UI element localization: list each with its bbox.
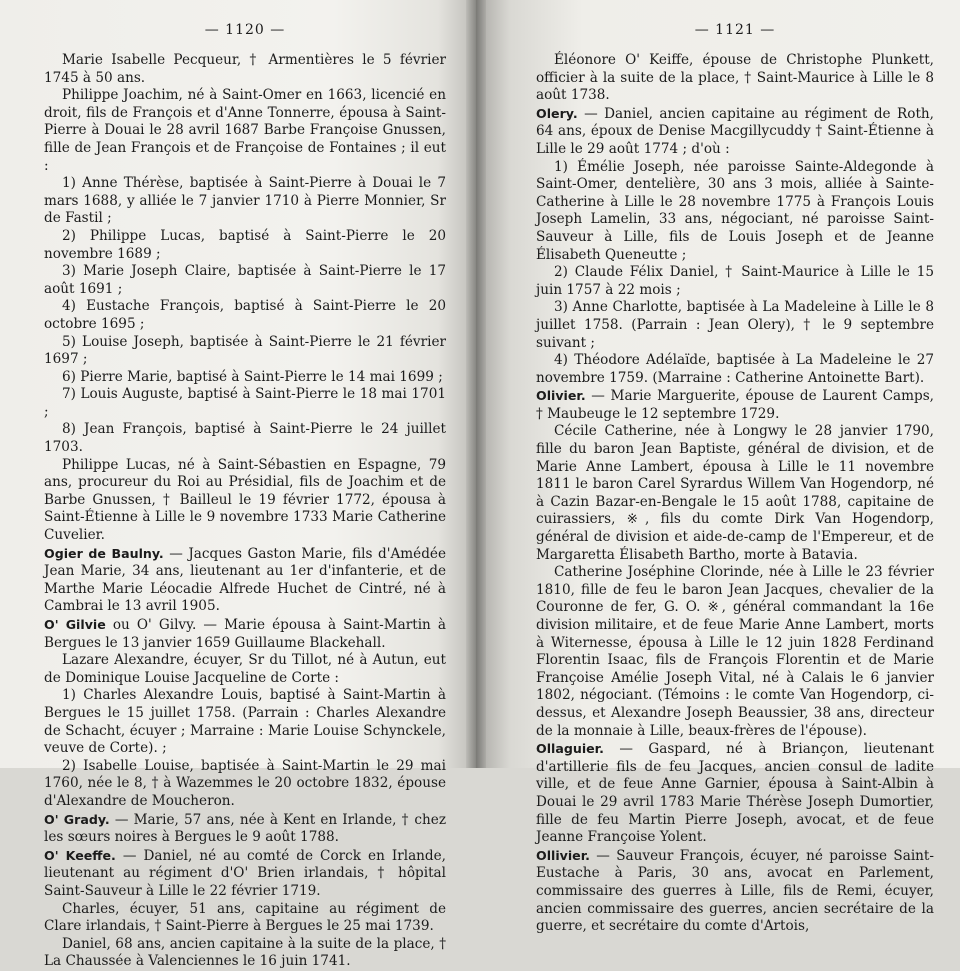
entry-text: — Daniel, ancien capitaine au régiment de Roth, 64 ans, époux de Denise Macgillycuddy † Saint-Étienne à Lille le 29 août 1774 ; d'où : bbox=[536, 105, 934, 157]
right-page-text bbox=[536, 52, 934, 936]
text-line: 2) Claude Félix Daniel, † Saint-Maurice à Lille le 15 juin 1757 à 22 mois ; bbox=[536, 264, 934, 298]
left-page-number: — 1120 — bbox=[204, 22, 286, 38]
entry-text: — Marie, 57 ans, née à Kent en Irlande, † chez les sœurs noires à Bergues le 9 août 1788. bbox=[44, 811, 447, 846]
entry-head: O' Gilvie bbox=[44, 617, 106, 632]
entry-ogier-de-baulny bbox=[44, 545, 446, 616]
entry-text: — Sauveur François, écuyer, né paroisse Saint-Eustache à Paris, 30 ans, avocat en Parlement, commissaire des guerres à Lille, fils de Remi, écuyer, ancien commissaire des guerres, ancien secrétaire de la guerre, et secrétaire du comte d'Artois, bbox=[536, 847, 934, 935]
entry-text: — Daniel, né au comté de Corck en Irlande, lieutenant au régiment d'O' Brien irlandais, † hôpital Saint-Sauveur à Lille le 22 février 1719. bbox=[44, 847, 447, 899]
text-line: 8) Jean François, baptisé à Saint-Pierre le 24 juillet 1703. bbox=[44, 421, 446, 456]
text-line: Éléonore O' Keiffe, épouse de Christophe Plunkett, officier à la suite de la place, † Saint-Maurice à Lille le 8 août 1738. bbox=[536, 52, 934, 104]
text-line: Lazare Alexandre, écuyer, Sr du Tillot, né à Autun, eut de Dominique Louise Jacqueline de Corte : bbox=[44, 652, 446, 686]
text-line: 2) Isabelle Louise, baptisée à Saint-Martin le 29 mai 1760, née le 8, † à Wazemmes le 20 octobre 1832, épouse d'Alexandre de Moucheron. bbox=[44, 757, 446, 809]
text-line: 7) Louis Auguste, baptisé à Saint-Pierre le 18 mai 1701 ; bbox=[44, 386, 446, 420]
text-line: Philippe Joachim, né à Saint-Omer en 1663, licencié en droit, fils de François et d'Anne Tonnerre, épousa à Saint-Pierre à Douai le 28 avril 1687 Barbe Françoise Gnussen, fille de Jean François et de Françoise de Fontaines ; il eut : bbox=[44, 87, 446, 174]
entry-text: — Marie Marguerite, épouse de Laurent Camps, † Maubeuge le 12 septembre 1729. bbox=[536, 388, 934, 422]
text-line: 4) Théodore Adélaïde, baptisée à La Madeleine le 27 novembre 1759. (Marraine : Catherine Antoinette Bart). bbox=[536, 352, 934, 386]
text-line: 3) Marie Joseph Claire, baptisée à Saint-Pierre le 17 août 1691 ; bbox=[44, 263, 446, 297]
entry-text: ou O' Gilvy. — Marie épousa à Saint-Martin à Bergues le 13 janvier 1659 Guillaume Blackehall. bbox=[44, 617, 446, 651]
text-line: Philippe Lucas, né à Saint-Sébastien en Espagne, 79 ans, procureur du Roi au Présidial, fils de Joachim et de Barbe Gnussen, † Bailleul le 19 février 1772, épousa à Saint-Étienne à Lille le 9 novembre 1733 Marie Catherine Cuvelier. bbox=[44, 456, 446, 544]
entry-o-grady bbox=[44, 811, 446, 847]
text-line: 3) Anne Charlotte, baptisée à La Madeleine à Lille le 8 juillet 1758. (Parrain : Jean Olery), † le 9 septembre suivant ; bbox=[536, 299, 934, 351]
text-line: 2) Philippe Lucas, baptisé à Saint-Pierre le 20 novembre 1689 ; bbox=[44, 227, 446, 262]
entry-head: Ogier de Baulny. bbox=[44, 545, 164, 561]
text-line: 1) Émélie Joseph, née paroisse Sainte-Aldegonde à Saint-Omer, dentelière, 30 ans 3 mois, alliée à Sainte-Catherine à Lille le 28 novembre 1775 à François Louis Joseph Lamelin, 33 ans, négociant, né paroisse Saint-Sauveur à Lille, fils de Louis Joseph et de Jeanne Élisabeth Queneutte ; bbox=[536, 158, 934, 263]
text-line: 1) Anne Thérèse, baptisée à Saint-Pierre à Douai le 7 mars 1688, y alliée le 7 janvier 1710 à Pierre Monnier, Sr de Fastil ; bbox=[44, 175, 446, 227]
entry-ollaguier bbox=[536, 740, 934, 847]
entry-olery bbox=[536, 105, 934, 159]
text-line: 4) Eustache François, baptisé à Saint-Pierre le 20 octobre 1695 ; bbox=[44, 298, 446, 332]
entry-text: — Jacques Gaston Marie, fils d'Amédée Jean Marie, 34 ans, lieutenant au 1er d'infanterie, et de Marthe Marie Léocadie Alfrede Huchet de Cintré, né à Cambrai le 13 avril 1905. bbox=[44, 545, 446, 615]
entry-o-keeffe bbox=[44, 847, 446, 901]
entry-head: Olery. bbox=[536, 105, 578, 121]
entry-head: Olivier. bbox=[536, 388, 586, 404]
right-page bbox=[476, 0, 960, 935]
entry-o-gilvie bbox=[44, 616, 446, 652]
entry-head: O' Keeffe. bbox=[44, 847, 116, 863]
entry-head: Ollivier. bbox=[536, 847, 590, 863]
text-line: Cécile Catherine, née à Longwy le 28 janvier 1790, fille du baron Jean Baptiste, général de division, et de Marie Anne Lambert, épousa à Lille le 11 novembre 1811 le baron Carel Syrardus Willem Van Hogendorp, né à Cazin Bazar-en-Bengale le 15 août 1788, capitaine de cuirassiers, ※, fils du comte Dirk Van Hogendorp, général de division et aide-de-camp de l'Empereur, et de Margaretta Élisabeth Bartho, morte à Batavia. bbox=[536, 423, 934, 563]
entry-ollivier bbox=[536, 847, 934, 936]
left-page bbox=[0, 0, 476, 970]
text-line: 6) Pierre Marie, baptisé à Saint-Pierre le 14 mai 1699 ; bbox=[62, 368, 443, 385]
entry-head: Ollaguier. bbox=[536, 741, 604, 757]
text-line: Charles, écuyer, 51 ans, capitaine au régiment de Clare irlandais, † Saint-Pierre à Bergues le 25 mai 1739. bbox=[44, 900, 446, 935]
entry-head: O' Grady. bbox=[44, 811, 110, 827]
text-line: 1) Charles Alexandre Louis, baptisé à Saint-Martin à Bergues le 15 juillet 1758. (Parrain : Charles Alexandre de Schacht, écuyer ; Marraine : Marie Louise Schynckele, veuve de Corte). ; bbox=[44, 687, 446, 757]
entry-olivier bbox=[536, 387, 934, 423]
text-line: 5) Louise Joseph, baptisée à Saint-Pierre le 21 février 1697 ; bbox=[44, 333, 446, 368]
text-line: Catherine Joséphine Clorinde, née à Lille le 23 février 1810, fille de feu le baron Jean Jacques, chevalier de la Couronne de fer, G. O. ※, général commandant la 16e division militaire, et de feue Marie Anne Lambert, morts à Witernesse, épousa à Lille le 12 juin 1828 Ferdinand Florentin Isaac, fils de François Florentin et de Marie Françoise Amélie Joseph Vital, né à Calais le 6 janvier 1802, négociant. (Témoins : le comte Van Hogendorp, ci-dessus, et Alexandre Joseph Beaussier, 38 ans, directeur de la monnaie à Lille, beaux-frères de l'épouse). bbox=[536, 564, 934, 739]
book-gutter bbox=[466, 0, 486, 768]
text-line: Marie Isabelle Pecqueur, † Armentières le 5 février 1745 à 50 ans. bbox=[44, 52, 446, 86]
entry-text: — Gaspard, né à Briançon, lieutenant d'artillerie fils de feu Jacques, ancien consul de ladite ville, et de feue Anne Garnier, épousa à Saint-Albin à Douai le 29 avril 1783 Marie Thérèse Joseph Dumortier, fille de feu Martin Pierre Joseph, avocat, et de feue Jeanne Françoise Yolent. bbox=[536, 741, 934, 846]
right-page-number: — 1121 — bbox=[694, 22, 776, 38]
text-line: Daniel, 68 ans, ancien capitaine à la suite de la place, † La Chaussée à Valenciennes le 16 juin 1741. bbox=[44, 935, 446, 970]
left-page-text bbox=[44, 52, 446, 971]
